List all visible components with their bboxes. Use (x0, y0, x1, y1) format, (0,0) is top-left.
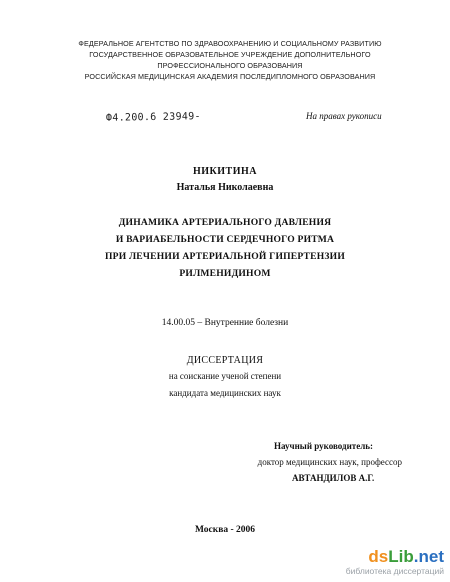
logo-part-ds: ds (368, 547, 389, 566)
dslib-subtitle: библиотека диссертаций (345, 566, 444, 576)
supervisor-label: Научный руководитель: (274, 441, 373, 451)
header-line-4: РОССИЙСКАЯ МЕДИЦИНСКАЯ АКАДЕМИЯ ПОСЛЕДИПЛОМНОГО ОБРАЗОВАНИЯ (84, 72, 376, 81)
author-given-names: Наталья Николаевна (176, 182, 274, 193)
logo-part-lib: Lib (388, 547, 414, 566)
supervisor-degree: доктор медицинских наук, профессор (257, 457, 402, 467)
logo-part-net: .net (413, 547, 444, 566)
header-line-2: ГОСУДАРСТВЕННОЕ ОБРАЗОВАТЕЛЬНОЕ УЧРЕЖДЕНИЕ ДОПОЛНИТЕЛЬНОГО (89, 50, 371, 59)
degree-description (0, 368, 450, 402)
institution-header (60, 38, 400, 82)
city-year: Москва - 2006 (194, 525, 256, 535)
supervisor-name: АВТАНДИЛОВ А.Г. (292, 473, 375, 483)
header-line-1: ФЕДЕРАЛЬНОЕ АГЕНТСТВО ПО ЗДРАВООХРАНЕНИЮ И СОЦИАЛЬНОМУ РАЗВИТИЮ (78, 39, 382, 48)
dslib-logo (332, 548, 444, 566)
supervisor-block (232, 438, 402, 486)
dissertation-title (40, 214, 410, 282)
manuscript-rights-note: На правах рукописи (306, 111, 382, 121)
specialty-code: 14.00.05 – Внутренние болезни (161, 318, 289, 328)
title-line-2: И ВАРИАБЕЛЬНОСТИ СЕРДЕЧНОГО РИТМА (115, 234, 335, 245)
degree-line-1: на соискание ученой степени (168, 371, 282, 381)
dslib-watermark[interactable] (332, 548, 444, 576)
title-line-4: РИЛМЕНИДИНОМ (179, 268, 271, 279)
title-line-3: ПРИ ЛЕЧЕНИИ АРТЕРИАЛЬНОЙ ГИПЕРТЕНЗИИ (104, 251, 346, 262)
document-type: ДИССЕРТАЦИЯ (186, 355, 264, 366)
author-surname: НИКИТИНА (192, 166, 258, 177)
header-line-3: ПРОФЕССИОНАЛЬНОГО ОБРАЗОВАНИЯ (157, 61, 303, 70)
title-line-1: ДИНАМИКА АРТЕРИАЛЬНОГО ДАВЛЕНИЯ (118, 217, 332, 228)
degree-line-2: кандидата медицинских наук (169, 388, 281, 398)
library-stamp-code: Ф4.200.6 23949- (105, 111, 201, 124)
